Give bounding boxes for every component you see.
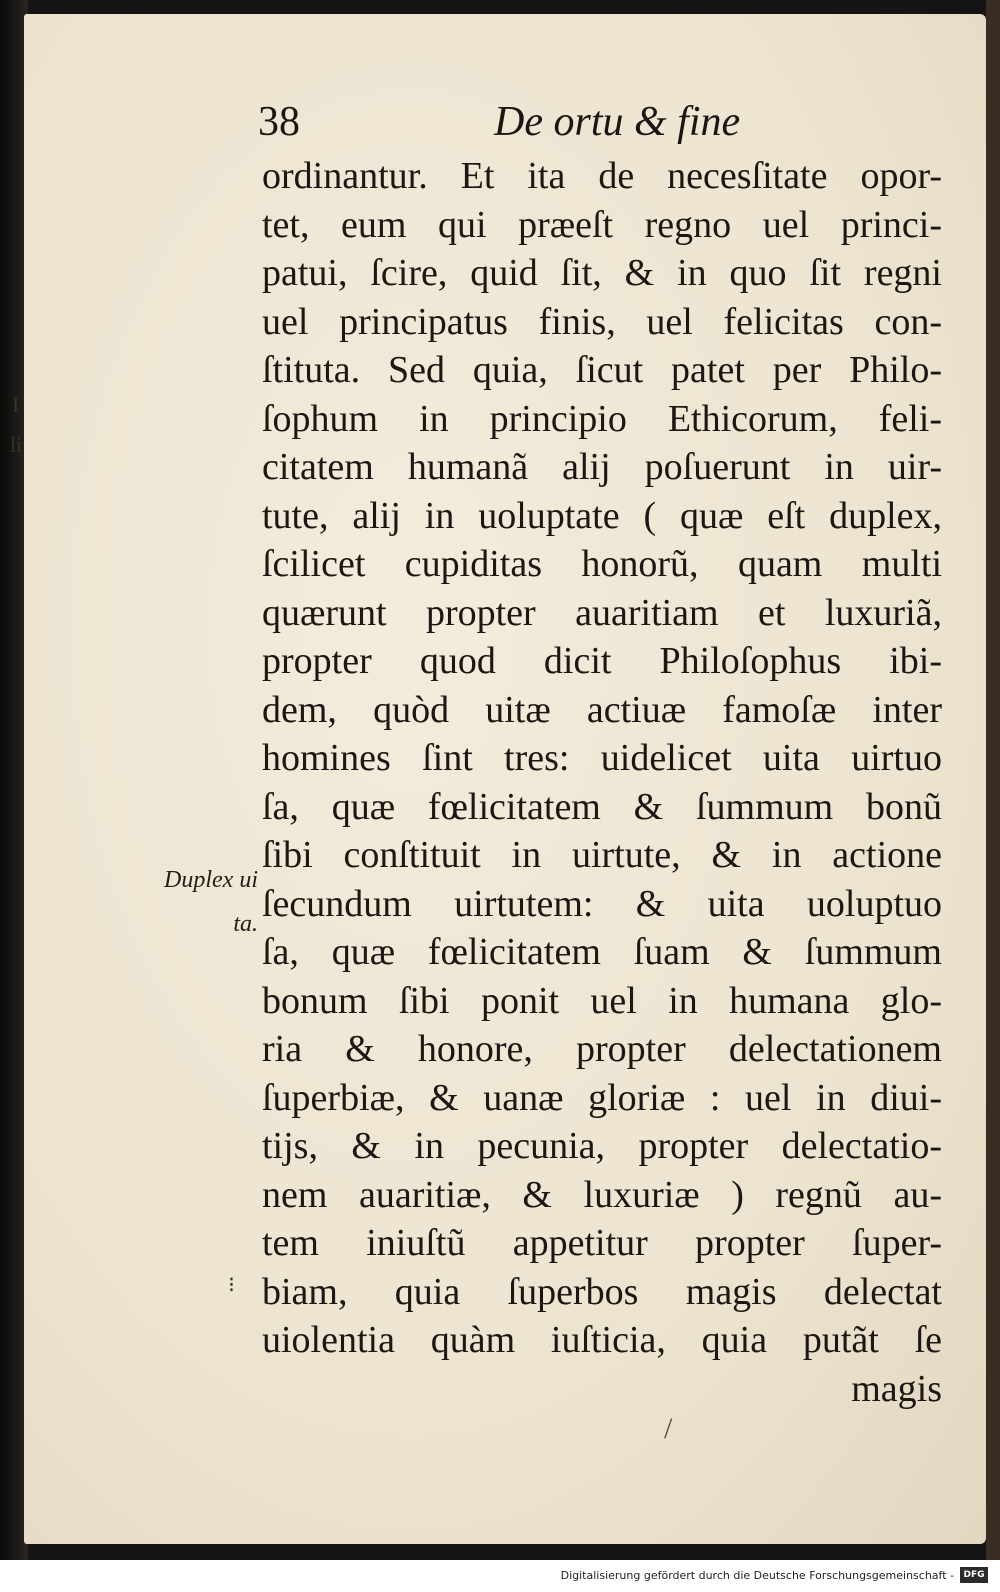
marginal-note-line: Duplex ui [164, 867, 258, 893]
text-line: ordinantur. Et ita de necesſitate opor- [262, 155, 942, 197]
text-line: patui, ſcire, quid ſit, & in quo ſit regni [262, 252, 942, 294]
text-line: propter quod dicit Philoſophus ibi- [262, 640, 942, 682]
catchword: magis [851, 1367, 942, 1410]
text-line: uiolentia quàm iuſticia, quia putãt ſe [262, 1319, 942, 1361]
text-line: citatem humanã alij poſuerunt in uir- [262, 446, 942, 488]
text-line: tute, alij in uoluptate ( quæ eſt duplex, [262, 494, 942, 537]
text-line: tet, eum qui præeſt regno uel princi- [262, 203, 942, 246]
text-line: dem, quòd uitæ actiuæ famoſæ inter [262, 688, 942, 731]
running-head [258, 96, 778, 152]
text-line: ſuperbiæ, & uanæ gloriæ : uel in diui- [262, 1076, 942, 1119]
margin-mark: ⁝ [228, 1272, 235, 1297]
page-number: 38 [258, 99, 300, 145]
text-line: tem iniuſtũ appetitur propter ſuper- [262, 1222, 942, 1264]
text-line: uel principatus finis, uel felicitas con- [262, 300, 942, 343]
marginal-note [110, 858, 258, 946]
text-line: ria & honore, propter delectationem [262, 1028, 942, 1070]
text-line: tijs, & in pecunia, propter delectatio- [262, 1125, 942, 1167]
text-line: ſa, quæ fœlicitatem ſuam & ſummum [262, 931, 942, 973]
dfg-logo: DFG [960, 1567, 988, 1583]
text-line: biam, quia ſuperbos magis delectat [262, 1270, 942, 1313]
margin-mark: / [664, 1412, 673, 1445]
running-title: De ortu & fine [494, 99, 741, 145]
text-line: ſtituta. Sed quia, ſicut patet per Philo- [262, 349, 942, 391]
book-cover-edge [986, 0, 1000, 1560]
marginal-note-line: ta. [233, 911, 258, 937]
margin-mark: I [12, 392, 20, 417]
text-line: ſa, quæ fœlicitatem & ſummum bonũ [262, 785, 942, 828]
footer-credit: Digitalisierung gefördert durch die Deutsche Forschungsgemeinschaft - [560, 1569, 954, 1582]
text-line: homines ſint tres: uidelicet uita uirtuo [262, 737, 942, 779]
text-line: ſibi conſtituit in uirtute, & in actione [262, 834, 942, 876]
body-text [262, 152, 942, 1413]
text-line: quærunt propter auaritiam et luxuriã, [262, 591, 942, 634]
text-line: ſcilicet cupiditas honorũ, quam multi [262, 543, 942, 585]
text-line: nem auaritiæ, & luxuriæ ) regnũ au- [262, 1173, 942, 1216]
text-line: bonum ſibi ponit uel in humana glo- [262, 979, 942, 1022]
text-line: ſecundum uirtutem: & uita uoluptuo [262, 882, 942, 925]
text-line: ſophum in principio Ethicorum, feli- [262, 397, 942, 440]
margin-mark: li [10, 432, 23, 457]
